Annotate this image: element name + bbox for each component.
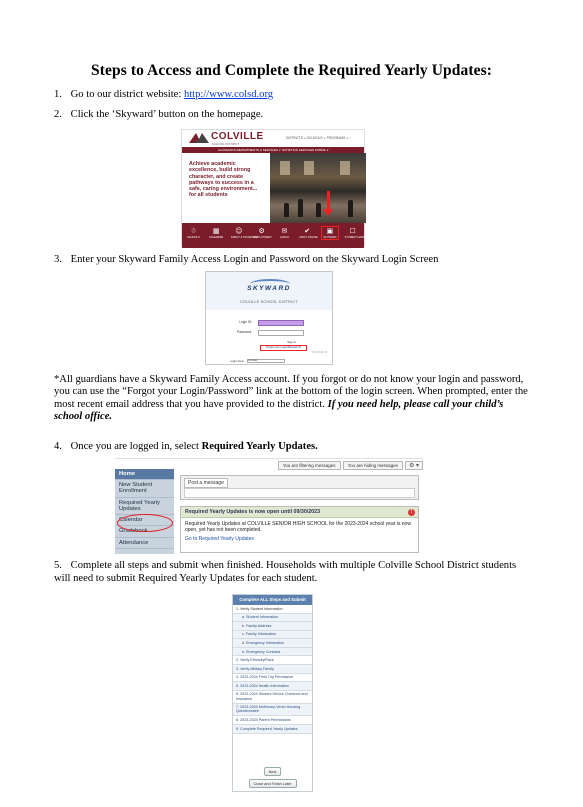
login-area-row [230, 359, 285, 363]
password-label: Password: [237, 330, 252, 334]
login-id-input[interactable] [258, 320, 304, 326]
post-message-input[interactable] [184, 488, 415, 498]
photo-window [280, 161, 290, 175]
close-finish-later-button[interactable]: Close and Finish Later [249, 779, 297, 788]
photo-window [304, 161, 314, 175]
step-list-item[interactable]: c. Family Information [233, 631, 312, 640]
calendar-icon: ▦ [212, 227, 220, 235]
sidebar-item-attendance[interactable]: Attendance [115, 538, 174, 549]
go-to-ryu-link[interactable]: Go to Required Yearly Updates [185, 535, 254, 542]
sidebar-item-new-student-enrollment[interactable]: New Student Enrollment [115, 480, 174, 498]
alert-icon: ! [408, 509, 415, 516]
post-message-panel [180, 475, 419, 500]
district-homepage-screenshot [181, 129, 373, 247]
step-1 [54, 89, 534, 102]
step-list-item[interactable]: 4. 2023-2024 Field Trip Permission [233, 674, 312, 683]
filtering-messages-button[interactable]: You are filtering messages [278, 461, 341, 470]
message-body: Required Yearly Updates at COLVILLE SENIOR HIGH SCHOOL for the 2023-2024 school year is now open, yet has not been completed. [185, 521, 411, 534]
quick-link-label: FAMILY & STUDENTS [230, 236, 258, 239]
sidebar-item-calendar[interactable]: Calendar [115, 515, 174, 526]
sign-in-button[interactable]: Sign In [287, 340, 296, 344]
step-list-item[interactable]: 5. 2023-2024 Health Information [233, 682, 312, 691]
quick-link-employment[interactable] [254, 227, 270, 239]
quick-link-lunch[interactable] [276, 227, 292, 239]
district-website-link[interactable]: http://www.colsd.org [183, 89, 274, 100]
sidebar-item-home[interactable]: Home [115, 469, 174, 480]
family-icon: ☺ [235, 227, 243, 235]
login-area-select[interactable]: All Areas [247, 359, 285, 363]
red-arrow-shaft [327, 191, 330, 211]
next-button[interactable]: Next [264, 767, 282, 776]
colville-logo-sub: SCHOOL DISTRICT [212, 142, 240, 146]
colville-logo: COLVILLE [211, 131, 264, 142]
step-list-item[interactable]: 2. Verify Ethnicity/Race [233, 656, 312, 665]
step-number: 2. [54, 109, 62, 120]
steps-header: Complete ALL Steps and Submit [233, 595, 312, 605]
step-list-item[interactable]: 6. 2023-2024 Student Device Checkout and Insurance [233, 691, 312, 704]
step-list-item[interactable]: 8. 2023-2024 Parent Permissions [233, 716, 312, 725]
post-message-button[interactable]: Post a message [184, 478, 228, 488]
skyward-logo: SKYWARD [247, 285, 291, 292]
login-id-row [226, 320, 256, 324]
quick-link-label: EMPLOYMENT [253, 236, 272, 239]
step-list-item[interactable]: b. Family Address [233, 622, 312, 631]
photo-person [284, 203, 289, 217]
step-list-item[interactable]: 1. Verify Student Information [233, 605, 312, 614]
quick-link-label: APPLY ONLINE [299, 236, 318, 239]
step-5 [54, 560, 534, 585]
apply-icon: ✔ [304, 227, 311, 235]
step-text: Once you are logged in, select [70, 441, 202, 452]
step-number: 3. [54, 254, 62, 265]
message-header [181, 507, 418, 518]
page-title: Steps to Access and Complete the Required Yearly Updates: [91, 62, 492, 79]
step-text: Enter your Skyward Family Access Login and Password on the Skyward Login Screen [70, 254, 439, 265]
carousel-dots[interactable] [254, 218, 274, 222]
top-nav[interactable]: DISTRICTS ∨ SCHOOLS ∨ PROGRAMS ∨ ⌕ [286, 136, 352, 140]
step-list-item[interactable]: 9. Complete Required Yearly Updates [233, 725, 312, 734]
quick-link-skyward[interactable] [322, 227, 338, 239]
step-2 [54, 109, 534, 122]
red-highlight-circle [117, 514, 173, 532]
quick-link-family[interactable] [230, 227, 258, 239]
district-name: COLVILLE SCHOOL DISTRICT [240, 300, 298, 304]
photo-person [298, 199, 303, 217]
step-number: 1. [54, 89, 62, 100]
login-area-label: Login Area: [230, 359, 245, 363]
hiding-messages-button[interactable]: You are hiding messages [343, 461, 403, 470]
sidebar [115, 469, 174, 554]
forgot-login-link[interactable]: Forgot your Login/Password? [260, 345, 307, 351]
quick-link-label: STUDENT HANDBOOK [344, 236, 373, 239]
help-text: If you need help, please call your child’s school office. [54, 398, 504, 423]
employment-icon: ⚙ [258, 227, 265, 235]
hero-text: Achieve academic excellence, build strong character, and create pathways to success in a safe, caring environment... for all students [189, 161, 258, 199]
skyward-login-screenshot [205, 271, 333, 365]
ryu-steps-screenshot [232, 594, 313, 792]
sidebar-item-required-yearly-updates[interactable]: Required Yearly Updates [115, 498, 174, 516]
photo-person [316, 203, 321, 217]
quick-link-label: SKYWARD [323, 236, 337, 239]
note-text: *All guardians have a Skyward Family Access account. If you forgot or do not know your login and password, you can use the “Forgot your Login/Password” link at the bottom of the login screen. When prompted, enter the most recent email address that you have provided to the district. [54, 374, 528, 410]
ryu-message-card [180, 506, 419, 553]
version-text: 05.23.06.00.10 [311, 352, 327, 354]
quick-link-handbook[interactable] [344, 227, 373, 239]
password-input[interactable] [258, 330, 304, 336]
step-list-item[interactable]: e. Emergency Contacts [233, 648, 312, 657]
step-number: 5. [54, 560, 62, 571]
quick-link-apply[interactable] [299, 227, 318, 239]
steps-list [233, 605, 312, 734]
step-3 [54, 254, 534, 267]
lunch-icon: ✉ [281, 227, 288, 235]
photo-window [340, 161, 350, 175]
step-list-item[interactable]: 3. Verify Military Family [233, 665, 312, 674]
step-number: 4. [54, 441, 62, 452]
quick-link-calendar[interactable] [208, 227, 224, 239]
photo-person [348, 200, 353, 217]
quick-links-bar [182, 223, 373, 248]
red-arrow-icon [323, 209, 333, 216]
step-list-item[interactable]: 7. 2023-2024 McKinney-Vento Housing Questionnaire [233, 704, 312, 717]
message-filter-bar [278, 459, 423, 472]
message-header-text: Required Yearly Updates is now open until 09/30/2023 [185, 509, 321, 515]
skyward-icon: ▣ [326, 227, 334, 235]
main-nav[interactable]: ACADEMICS DEPARTMENTS & SERVICES ∨ NUTRITION SERVICES FORMS ∨ [182, 147, 364, 153]
step-text: Click the ‘Skyward’ button on the homepage. [70, 109, 264, 120]
quick-link-label: CALENDAR [209, 236, 224, 239]
guardian-note [54, 374, 532, 424]
step-text: Go to our district website: [70, 89, 184, 100]
hero-photo [270, 153, 366, 223]
family-access-screenshot [115, 458, 423, 554]
quick-link-schools[interactable] [185, 227, 201, 239]
login-id-label: Login ID: [239, 320, 252, 324]
step-text: Complete all steps and submit when finished. Households with multiple Colville School District students will need to submit Required Yearly Updates for each student. [54, 560, 517, 584]
quick-link-label: SCHOOLS [187, 236, 200, 239]
quick-link-label: LUNCH [279, 236, 289, 239]
step-list-item[interactable]: a. Student Information [233, 614, 312, 623]
step-bold-text: Required Yearly Updates. [201, 441, 318, 452]
schools-icon: ☃ [190, 227, 197, 235]
sidebar-item-gradebook[interactable]: Gradebook [115, 526, 174, 537]
step-4 [54, 441, 534, 454]
password-row [226, 330, 256, 334]
step-list-item[interactable]: d. Emergency Information [233, 639, 312, 648]
handbook-icon: ☐ [349, 227, 356, 235]
gear-icon[interactable]: ⚙ ▾ [405, 461, 423, 470]
